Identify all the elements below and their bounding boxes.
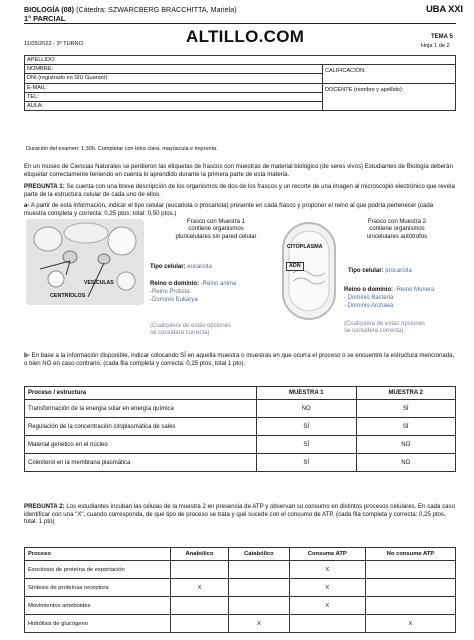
muestra1-reino bbox=[150, 281, 236, 288]
answer-cell[interactable] bbox=[289, 615, 365, 633]
answer-cell[interactable]: X bbox=[289, 561, 365, 579]
muestra1-tipo bbox=[150, 264, 212, 271]
student-id-form bbox=[24, 55, 456, 111]
header-divider bbox=[24, 23, 456, 24]
muestra1-desc-line: pluricelulares sin pared celular bbox=[175, 233, 257, 240]
table-header: Consume ATP bbox=[289, 548, 365, 561]
exam-date: 11/05/2022 - 3º TURNO bbox=[24, 41, 84, 47]
answer-cell[interactable]: SÍ bbox=[356, 418, 456, 436]
pregunta2-label: PREGUNTA 2: bbox=[24, 503, 65, 510]
tema-label: TEMA 5 bbox=[431, 34, 453, 40]
answer-cell[interactable]: NO bbox=[356, 454, 456, 472]
field-tel[interactable]: TEL: bbox=[25, 92, 323, 101]
muestra1-desc bbox=[152, 219, 280, 241]
muestra2-tipo bbox=[348, 268, 412, 275]
muestra2-desc bbox=[345, 219, 449, 241]
a-text: A partir de esta información, indicar el tipo celular (eucariota o procariota) presente en cada frasco y proponer el reino al que podría pertenecer (cada muestra completa y correcta: 0,25 ptos; total: 0,50 ptos.) bbox=[24, 202, 434, 217]
answer-cell[interactable] bbox=[365, 579, 455, 597]
answer-cell[interactable]: SÍ bbox=[257, 454, 357, 472]
table-header: Proceso / estructura bbox=[25, 387, 257, 400]
page-count: Hoja 1 de 2 bbox=[421, 43, 450, 49]
table-header: Proceso bbox=[25, 548, 171, 561]
answer-cell[interactable] bbox=[365, 597, 455, 615]
label-centriolos: CENTRÍOLOS bbox=[50, 293, 86, 299]
table-cell: Transformación de la energía solar en energía química bbox=[25, 400, 257, 418]
field-dni[interactable]: DNI (registrado en SIU Guaraní): bbox=[25, 74, 323, 83]
muestra1-desc-line: Frasco con Muestra 1 bbox=[186, 219, 246, 225]
table-cell: Síntesis de proteínas receptora bbox=[25, 579, 171, 597]
pregunta2 bbox=[24, 503, 456, 526]
note-line: se considera correcta) bbox=[344, 328, 404, 335]
catedra: (Cátedra: SZWARCBERG BRACCHITTA, Mariela) bbox=[76, 5, 237, 14]
duration-note: Duración del examen: 1:30h. Completar con letra clara, mayúscula e imprenta. bbox=[26, 146, 218, 152]
table-row bbox=[25, 579, 456, 597]
note-line: (Cualquiera de estas opciones bbox=[344, 321, 426, 327]
pregunta2-text: Los estudiantes incuban las células de la muestra 2 en presencia de ATP y observan su consumo en distintos procesos celulares. En cada caso identificar con una "X", cuando corresponda, de qué tipo de proceso se trata y qué sucede con el consumo de ATP. (cada fila completa y correcta: 0,25 ptos, total: 1 pto) bbox=[24, 503, 455, 526]
parcial-label: 1° PARCIAL bbox=[24, 14, 66, 23]
table-header: MUESTRA 1 bbox=[257, 387, 357, 400]
muestra1-tipo-value[interactable]: eucariota bbox=[187, 264, 212, 270]
table-row bbox=[25, 400, 456, 418]
reino-label: Reino o dominio: bbox=[150, 281, 199, 287]
muestra2-tipo-value[interactable]: procariota bbox=[385, 268, 412, 274]
tipo-label: Tipo celular: bbox=[348, 268, 384, 274]
muestra2-desc-line: unicelulares autótrofos bbox=[366, 233, 428, 240]
answer-cell[interactable] bbox=[171, 615, 229, 633]
field-nombre[interactable]: NOMBRE: bbox=[25, 65, 323, 74]
muestra2-note bbox=[344, 321, 425, 336]
table-cell: Material genético en el núcleo bbox=[25, 436, 257, 454]
a-label: a- bbox=[24, 202, 30, 209]
pregunta1 bbox=[24, 183, 456, 198]
table-row bbox=[25, 597, 456, 615]
table-cell: Regulación de la concentración citoplasmática de sales bbox=[25, 418, 257, 436]
field-calificacion[interactable]: CALIFICACIÓN: bbox=[323, 65, 456, 83]
answer-cell[interactable] bbox=[171, 561, 229, 579]
table-row bbox=[25, 436, 456, 454]
b-text: En base a la información disponible, indicar colocando SÍ en aquella muestra o muestras en que ocurra el proceso o se encuentre la estructura mencionada, o bien NO en caso contrario. (cada fila completa y correcta: 0,25 ptos; total 1 pto). bbox=[24, 352, 455, 367]
field-email[interactable]: E-MAIL: bbox=[25, 83, 323, 92]
label-citoplasma: CITOPLASMA bbox=[287, 244, 323, 250]
uba-logo: UBA XXI bbox=[426, 4, 463, 15]
table-header: Anabólico bbox=[171, 548, 229, 561]
muestra1-reino-value: -Reino anima bbox=[200, 281, 237, 287]
answer-cell[interactable] bbox=[365, 561, 455, 579]
muestra2-reino bbox=[344, 287, 434, 294]
answer-cell[interactable]: SÍ bbox=[257, 418, 357, 436]
answer-cell[interactable]: SÍ bbox=[257, 436, 357, 454]
answer-cell[interactable] bbox=[229, 579, 290, 597]
table-cell: Movimientos ameboides bbox=[25, 597, 171, 615]
table-header: MUESTRA 2 bbox=[356, 387, 456, 400]
field-apellido[interactable]: APELLIDO: bbox=[25, 56, 456, 65]
table-cell: Exocitosis de proteína de exportación bbox=[25, 561, 171, 579]
answer-cell[interactable] bbox=[229, 597, 290, 615]
watermark-brand: ALTILLO.COM bbox=[186, 27, 305, 46]
answer-cell[interactable]: NO bbox=[356, 436, 456, 454]
pregunta1-label: PREGUNTA 1: bbox=[24, 183, 65, 190]
answer-cell[interactable]: SÍ bbox=[356, 400, 456, 418]
reino-label: Reino o dominio: bbox=[344, 287, 393, 293]
pregunta1-text: Se cuenta con una breve descripción de los organismos de dos de los frascos y un recorte de una imagen al microscopio electrónico que revela parte de la estructura celular de cada uno de ellos. bbox=[24, 183, 455, 198]
answer-cell[interactable]: X bbox=[171, 579, 229, 597]
table-procesos bbox=[24, 547, 456, 633]
course-name: BIOLOGÍA (08) bbox=[24, 5, 75, 14]
muestra2-desc-line: Frasco con Muestra 2 bbox=[367, 219, 427, 225]
pregunta1-b bbox=[24, 352, 456, 367]
table-row bbox=[25, 454, 456, 472]
note-line: se considera correcta) bbox=[150, 330, 210, 337]
answer-cell[interactable]: X bbox=[289, 597, 365, 615]
muestra2-reino-value: - Dominio Bacteria bbox=[344, 295, 394, 301]
muestra2-desc-line: contiene organismos bbox=[369, 226, 425, 233]
answer-cell[interactable]: X bbox=[229, 615, 290, 633]
table-row bbox=[25, 615, 456, 633]
note-line: (Cualquiera de estas opciones bbox=[150, 323, 232, 329]
label-vesiculas: VESÍCULAS bbox=[84, 280, 114, 286]
table-row bbox=[25, 561, 456, 579]
table-header: No consume ATP bbox=[365, 548, 455, 561]
muestra1-reino-value: -Dominio Eukarya bbox=[150, 297, 198, 303]
answer-cell[interactable]: X bbox=[289, 579, 365, 597]
tipo-label: Tipo celular: bbox=[150, 264, 186, 270]
intro-paragraph: En un museo de Ciencias Naturales se perdieron las etiquetas de frascos con muestras de material biológico (de seres vivos) Estudiantes de Biología deberán etiquetar correctamente teniendo en cuenta lo aprendido durante la primera parte de esta materia. bbox=[24, 163, 453, 178]
field-aula[interactable]: AULA: bbox=[25, 101, 323, 110]
answer-cell[interactable]: NO bbox=[257, 400, 357, 418]
b-label: b- bbox=[24, 352, 30, 359]
answer-cell[interactable] bbox=[229, 561, 290, 579]
muestra2-reino-value: -Reino Monera bbox=[394, 287, 435, 293]
muestra1-note bbox=[150, 323, 231, 338]
table-cell: Hidrólisis de glucógeno bbox=[25, 615, 171, 633]
table-cell: Colesterol en la membrana plasmática bbox=[25, 454, 257, 472]
answer-cell[interactable] bbox=[171, 597, 229, 615]
field-docente[interactable]: DOCENTE (nombre y apellido): bbox=[323, 83, 456, 111]
label-adn: ADN bbox=[286, 262, 304, 271]
answer-cell[interactable]: X bbox=[365, 615, 455, 633]
pregunta1-a bbox=[24, 202, 456, 217]
muestra1-reino-value: -Reino Protista bbox=[150, 289, 190, 295]
muestra1-desc-line: contiene organismos bbox=[188, 226, 244, 233]
muestra2-reino-value: - Dominio Archaea bbox=[344, 303, 394, 309]
table-muestras bbox=[24, 386, 456, 472]
table-row bbox=[25, 418, 456, 436]
course-title bbox=[24, 5, 237, 14]
table-header: Catabólico bbox=[229, 548, 290, 561]
